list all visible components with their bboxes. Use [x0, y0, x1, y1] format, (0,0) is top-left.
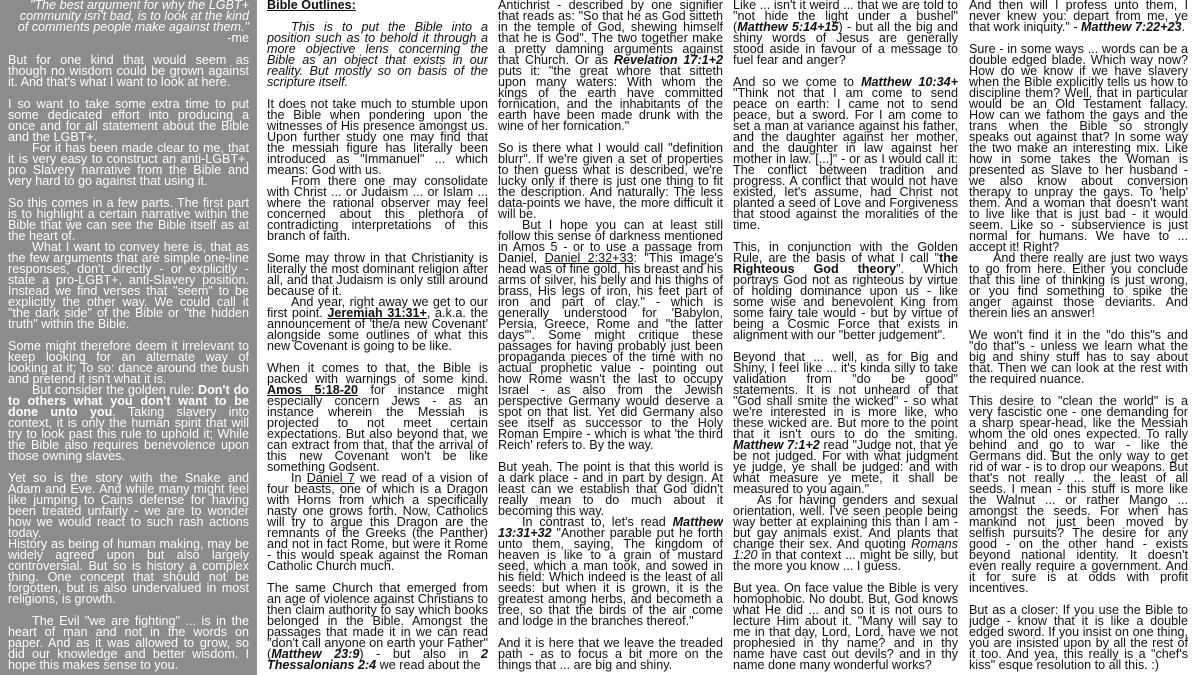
sidebar-paragraph: Some might therefore deem it irrelevant to keep looking for an alternate way of looking at it; To so: dance around the bush and pretend it isn't what it is.	[8, 339, 249, 386]
epigraph-quote: "The best argument for why the LGBT+ community isn't bad, is to look at the kind of comments people make against them."	[17, 0, 249, 34]
sidebar-paragraph: For it has been made clear to me, that it is very easy to construct an anti-LGBT+, pro Slavery narrative from the Bible and very hard to go against that using it.	[8, 141, 249, 188]
text-span: ". Which portrays God not as righteous by virtue of holding dominance upon us - like some wise and benevolent King from some fairy tale would - but by virtue of being a Cosmic Force that exists in alignment with our "better judgement".	[733, 262, 958, 342]
section-heading: Bible Outlines:	[267, 0, 356, 12]
text-span: for instance might especially concern Jews - as an instance wherein the Messiah is projected to not meet certain expectations. But also beyond that, we can extract from that, that the arrival of this new Covenant won't be like something Godsent.	[267, 383, 488, 474]
body-paragraph: It does not take much to stumble upon the Bible when pondering upon the witnesses of His presence amongst us. Upon further study one may find that the messiah figure has literally been introduced as "Immanuel" ... which means: God with us.	[267, 97, 488, 177]
body-paragraph: This desire to "clean the world" is a very fascistic one - one demanding for a sharp spear-head, like the Messiah whom the old ones expected. To rally behind and go to war - like the Germans did. But the only way to get rid of war - is to drop our weapons. But that's not really ... the least of all seeds. I mean - this stuff is more like the Walnut ... or rather Mango ... amongst the seeds. For when has mankind not just been moved by selfish pursuits? The desire for any good - on the other hand - exists beyond national identity. It doesn't even really require a government. And it for sure is at odds with profit incentives.	[969, 394, 1188, 595]
scripture-reference: Matthew 7:1+2	[733, 438, 820, 452]
body-paragraph: But as a closer: If you use the Bible to judge - know that it is like a double edged sword. If you insist on one thing, you are insisted upon by all the rest of it too. And yea, this really is a "chef's kiss" esque resolution to all this. :)	[969, 603, 1188, 672]
text-span: In	[291, 471, 307, 485]
body-paragraph	[733, 495, 958, 572]
sidebar-paragraph: History as being of human making, may be widely agreed upon but also largely controversial. But so is history a complex thing. One concept that should not be forgotten, but is also undervalued in most religions, is growth.	[8, 537, 249, 606]
body-paragraph	[733, 0, 958, 66]
theory-name: the Righteous God theory	[733, 251, 958, 276]
text-span: puts it: "the great whore that sitteth upon many waters: With whom the kings of the earth have committed fornication, and the inhabitants of the earth have been made drunk with the wine of her fornication."	[498, 64, 723, 133]
body-paragraph: And it is here that we leave the treaded path - as to focus a bit more on the things that ... are big and shiny.	[498, 636, 723, 672]
text-span: When it comes to that, the Bible is packed with warnings of some kind.	[267, 361, 488, 386]
sidebar-paragraph: Yet so is the story with the Snake and Adam and Eve. And while many might feel like jumping to Cains defense for having been treated unfairly - we are to wonder how we would react to such rash actions today.	[8, 471, 249, 540]
sidebar-paragraph: I so want to take some extra time to put some dedicated effort into producing a once and for all statement about the Bible and the LGBT+.	[8, 97, 249, 144]
body-paragraph: Some may throw in that Christianity is literally the most dominant religion after all, and that Judaism is only still around because of it.	[267, 251, 488, 298]
text-span: And year, right away we get to our first point.	[267, 295, 488, 320]
text-span: Beyond that ... well, as for Big and Shiny, I feel like ... it's kinda silly to take validation from "do be good" statements. It is not unheard of that "God shall smite the wicked" - so what we're interested in is more like, who these wicked are. But more to the point that it isn't ours to do the smiting.	[733, 350, 958, 441]
scripture-reference: Matthew 5:14+15	[737, 20, 839, 34]
text-span: "Think not that I am come to send peace on earth: I came not to send peace, but a sword. For I am come to set a man at variance against his father, and the daughter against her mother, and the daughter in law against her mother in law. [...]" - or as I would call it: The conflict between tradition and progress. A conflict that would not have existed, let's assume, had Christ not planted a seed of Love and Forgiveness that stood against the moralities of the time.	[733, 86, 958, 232]
body-paragraph: And there really are just two ways to go from here. Either you conclude that this line of thinking is just wrong, or you find something to spike the anger against those deviants. And therein lies an answer!	[969, 251, 1188, 320]
scripture-reference: Amos 5:18-20	[267, 383, 358, 397]
golden-rule-paragraph	[8, 385, 249, 462]
text-span: .	[1181, 20, 1185, 34]
text-column-3	[498, 0, 723, 675]
scripture-reference: Matthew 23:9	[271, 647, 360, 661]
intro-paragraph: This is to put the Bible into a position such as to behold it through a more objective lens concerning the Bible as an object that exists in our reality. But mostly so on basis of the scripture itself.	[267, 20, 488, 89]
body-paragraph	[969, 0, 1188, 33]
body-paragraph	[267, 363, 488, 473]
text-span: , a.k.a. the announcement of 'the/a new Covenant' alongside some outlines of what this new Covenant is going to be like.	[267, 306, 488, 353]
body-paragraph	[733, 77, 958, 231]
scripture-reference: Matthew 7:22+23	[1081, 20, 1182, 34]
text-span: The same Church that emerged from an age of violence against Christians to then claim authority to say which books belonged in the Bible. Amongst the passages that made it in we can read "don't call anyone on earth your Father" (	[267, 581, 488, 661]
sidebar-paragraph: But for one kind that would seem as though no wisdom could be grown against it. And that's what I want to look at here.	[8, 53, 249, 89]
body-paragraph: But yea. On face value the Bible is very homophobic. No doubt. But, God knows what He did ... and so it is not ours to lecture Him about it. "Many will say to me in that day, Lord, Lord, have we not prophesied in thy name? and in thy name have cast out devils? and in thy name done many wonderful works?	[733, 581, 958, 672]
text-span: And so we come to	[733, 75, 862, 89]
text-span: : "This image's head was of fine gold, his breast and his arms of silver, his belly and his thighs of brass, His legs of iron, his feet part of iron and part of clay." - which is generally understood for 'Babylon, Persia, Greece, Rome and "the latter days"'. Some might critique these passages for having probably just been propaganda pieces of the time with no actual prophetic value - pointing out how Rome wasn't the last to occupy Israel - as also from the Jewish perspective Germany would deserve a spot on that list. Yet did Germany also see itself as successor to the Holy Roman Empire - which is what 'the third Reich' refers to. By the way.	[498, 251, 723, 452]
sidebar-paragraph: So this comes in a few parts. The first part is to highlight a certain narrative within the Bible that we can see the Bible itself as at the heart of.	[8, 196, 249, 243]
text-span: As for having genders and sexual orientation, well. I've seen people being way better at explaining this than I am - but gay animals exist. And plants that change their sex. And quoting	[733, 493, 958, 551]
body-paragraph: Sure - in some ways ... words can be a double edged blade. Which way now? How do we know if we have slavery when the Bible explicitly tells us how to discipline them? Well, that in particular would be an Old Testament fallacy. How can we fathom the gays and the trans when the Bible so strongly speaks out against that? In some way the two make an interesting mix. Like how in some takes the Woman is presented as Slave to her husband - we also know about conversion therapy to unpray the gays. To 'help' them. And a woman that doesn't want to live like that is just bad - it would seem. Like so - subservience is just normal for humans. We have to ... accept it! Right?	[969, 42, 1188, 254]
scripture-reference: Matthew 10:34+	[861, 75, 958, 89]
body-paragraph	[498, 220, 723, 451]
scripture-reference: Revelation 17:1+2	[613, 53, 723, 67]
golden-rule-tail: . Taking slavery into context, it is only the human spirit that will try to look past this rule to uphold it; While the Bible also requires benevolence upon those owning slaves.	[8, 405, 249, 463]
text-span: Antichrist - described by one signifier that reads as: "So that he as God sitteth in the temple of God, shewing himself that he is God". The two together make a pretty damning arguments against that Church. Or as	[498, 0, 723, 67]
text-column-4	[733, 0, 958, 675]
epigraph-signature: -me	[227, 31, 249, 45]
sidebar-paragraph: The Evil "we are fighting" ... is in the heart of man and not in the words on paper. And as it was allowed to grow, so did our knowledge and better wisdom. I hope this makes sense to you.	[8, 614, 249, 672]
scripture-reference: Daniel 7	[306, 471, 355, 485]
body-paragraph: From there one may consolidate with Christ ... or Judaism ... or Islam ... where the rational observer may feel concerned about this plethora of contradicting interpretations of this branch of faith.	[267, 174, 488, 243]
text-span: ) - but also in	[359, 647, 481, 661]
text-span: in that context ... might be silly, but the more you know ... I guess.	[733, 548, 958, 573]
body-paragraph: So is there what I would call "definition blurr". If we're given a set of properties to then guess what is described, we're lucky only if there is just one thing to fit the description. And naturally: The less data-points we have, the more difficult it will be.	[498, 141, 723, 221]
text-span: And then will I profess unto them, I never knew you: depart from me, ye that work iniquity." -	[969, 0, 1188, 34]
body-paragraph	[733, 352, 958, 495]
sidebar-paragraph: What I want to convey here is, that as the few arguments that are simple one-line responses, don't directly - or explicitly - state a pro-LGBT+, anti-Slavery position. Instead we find verses that "seem" to be explicitly the other way. We could call it "the dark side" of the Bible or "the hidden truth" within the Bible.	[8, 240, 249, 331]
body-paragraph	[267, 473, 488, 572]
body-paragraph: We won't find it in the "do this"s and "do that"s - unless we learn what the big and shiny stuff has to say about that. Then we can look at the rest with the required nuance.	[969, 328, 1188, 386]
body-paragraph	[733, 242, 958, 341]
body-paragraph	[267, 583, 488, 671]
scripture-reference: Daniel 2:32+33	[544, 251, 634, 265]
text-span: In contrast to, let's read	[522, 515, 673, 529]
body-paragraph	[498, 0, 723, 132]
text-span: But I hope you can at least still follow this sense of darkness mentioned in Amos 5 - or to use a passage from Daniel,	[498, 218, 723, 265]
scripture-reference: 2 Thessalonians 2:4	[267, 647, 488, 672]
text-span: ) - but all the big and shiny words of Jesus are generally stood aside in favour of a message to fuel fear and anger?	[733, 20, 958, 67]
text-column-5	[969, 0, 1188, 675]
body-paragraph	[267, 297, 488, 352]
golden-rule-lead: But consider the golden rule:	[32, 383, 198, 397]
body-paragraph: But yeah. The point is that this world is a dark place - and in part by design. At least can we establish that God didn't really mean to do much about it becoming this way.	[498, 460, 723, 518]
text-span: read "Judge not, that ye be not judged. For with what judgment ye judge, ye shall be judged: and with what measure ye mete, it shall be measured to you again."	[733, 438, 958, 496]
text-span: we read about the	[376, 658, 481, 672]
scripture-reference: Romans 1:20	[733, 537, 958, 562]
body-paragraph	[498, 517, 723, 627]
text-column-2	[267, 0, 488, 675]
text-span: we read of a vision of four beasts, one of which is a Dragon with Horns from which a specifically nasty one grows forth. Now, Catholics will try to argue this Dragon are the remnants of the Greeks (the Panther) and not in fact Rome, but were it Rome - this would speak against the Roman Catholic Church much.	[267, 471, 488, 573]
text-span: "Another parable put he forth unto them, saying, The kingdom of heaven is like to a grain of mustard seed, which a man took, and sowed in his field: Which indeed is the least of all seeds: but when it is grown, it is the greatest among herbs, and becometh a tree, so that the birds of the air come and lodge in the branches thereof."	[498, 526, 723, 628]
text-span: Like ... isn't it weird ... that we are told to "not hide the light under a bushel" (	[733, 0, 958, 34]
golden-rule-text: Don't do to others what you don't want to be done unto you	[8, 383, 249, 419]
scripture-reference: Matthew 13:31+32	[498, 515, 723, 540]
text-span: This, in conjunction with the Golden Rule, are the basis of what I call "	[733, 240, 958, 265]
sidebar-column	[0, 0, 257, 675]
scripture-reference: Jeremiah 31:31+	[327, 306, 427, 320]
